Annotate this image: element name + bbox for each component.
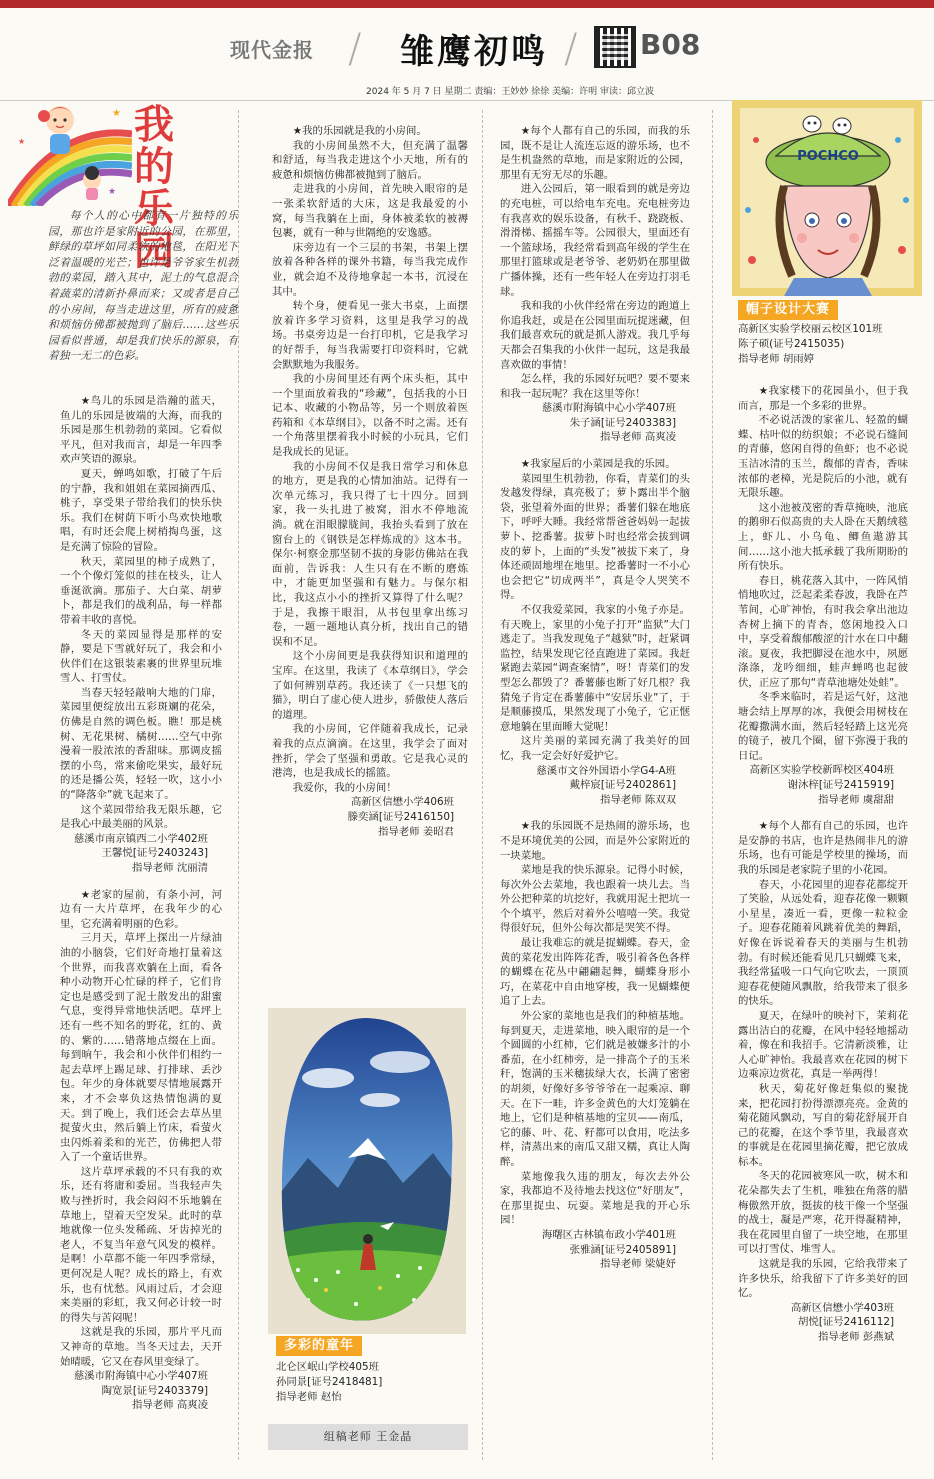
- newspaper-brand: 现代金报: [230, 38, 314, 62]
- article-paragraph: ★我家屋后的小菜园是我的乐园。: [520, 458, 676, 471]
- article-lawn: [60, 888, 222, 1413]
- author-name: 谢沐梓[证号2415919]: [787, 779, 894, 792]
- article-grandpa-farm: [500, 819, 690, 1271]
- article-paragraph: 我的小房间不仅是我日常学习和休息的地方，更是我的心情加油站。记得有一次单元练习，我只得了七十四分。回到家，我一头扎进了被窝，泪水不停地流淌。就在泪眼朦胧间，我抬头看到了放在窗台上的《钢铁是怎样炼成的》这本书。保尔·柯察金那坚韧不拔的身影仿佛站在我面前，告诉我：人生只有在不断的磨炼中，才能更加坚强和有魅力。与保尔相比，我这点小小的挫折又算得了什么呢？于是，我擦干眼泪，从书包里拿出练习卷，一题一题地认真分析，找出自己的错误和不足。: [272, 460, 468, 648]
- author-school: 高新区实验学校新晖校区404班: [749, 764, 894, 777]
- qr-code-icon: [594, 26, 636, 68]
- article-paragraph: 床旁边有一个三层的书架，书架上摆放着各种各样的课外书籍，每当我完成作业，就会迫不及待地拿起一本书，沉浸在其中。: [272, 241, 468, 298]
- article-paragraph: 这片美丽的菜园充满了我美好的回忆，我一定会好好爱护它。: [500, 735, 690, 762]
- article-flower-garden: [738, 819, 908, 1344]
- column-1: [60, 394, 222, 1425]
- dateline: 2024 年 5 月 7 日 星期二 责编：王妙妙 徐徐 美编：许明 审读：邱立波: [366, 87, 654, 97]
- author-school: 慈溪市附海镇中心小学407班: [541, 402, 676, 415]
- feature-title-line1: 我的: [134, 102, 176, 190]
- svg-text:★: ★: [18, 137, 26, 146]
- author-teacher: 指导老师 沈丽清: [131, 862, 208, 874]
- article-paragraph: 进入公园后，第一眼看到的就是旁边的充电桩，可以给电车充电。充电桩旁边有我喜欢的娱乐设备，有秋千、跷跷板、滑滑梯、摇摇车等。公园很大，里面还有一个篮球场，我经常看到高年级的学生在那里打篮球或是老爷爷、老奶奶在那里做广播体操，还有一些年轻人在旁边打羽毛球。: [500, 183, 690, 298]
- article-paragraph: 这就是我的乐园，它给我带来了许多快乐，给我留下了许多美好的回忆。: [738, 1258, 908, 1300]
- column-4: [738, 384, 908, 1357]
- hat-author: 陈子硕(证号2415035): [738, 338, 845, 350]
- article-park: [500, 124, 690, 445]
- svg-text:★: ★: [108, 187, 117, 197]
- page-number: B08: [640, 28, 701, 61]
- article-paragraph: 这个菜园带给我无限乐趣，它是我心中最美丽的风景。: [60, 803, 222, 831]
- article-paragraph: 最让我难忘的就是捉蝴蝶。春天，金黄的菜花发出阵阵花香，吸引着各色各样的蝴蝶在花丛中翩翩起舞，蝴蝶身形小巧，在菜花中自由地穿梭，我一见蝴蝶便追了上去。: [500, 937, 690, 1008]
- article-paragraph: 我的小房间里还有两个床头柜，其中一个里面放着我的“珍藏”，包括我的小日记本、收藏的小物品等，另一个则放着医药箱和《本草纲目》，以备不时之需。还有一个角落里摆着我小时候的小玩具，它们是我成长的见证。: [272, 373, 468, 459]
- article-paragraph: 不仅我爱菜园，我家的小兔子亦是。有天晚上，家里的小兔子打开“监狱”大门逃走了。当我发现兔子“越狱”时，赶紧调监控，结果发现它径直跑进了菜园。我赶紧跑去菜园“调查案情”，呀！青菜们的发型怎么都毁了？番薯藤也断了好几根？我猜兔子肯定在番薯藤中“安居乐业”了，于是顺藤摸瓜，果然发现了小兔子，它正惬意地躺在里面睡大觉呢！: [500, 604, 690, 733]
- article-paragraph: 这就是我的乐园，那片平凡而又神奇的草地。当冬天过去，天开始晴暖，它又在春风里变绿了。: [60, 1326, 222, 1368]
- author-name: 陶宽景[证号2403379]: [101, 1384, 208, 1397]
- article-paragraph: 夏天，在绿叶的映衬下，茉莉花露出洁白的花瓣，在风中轻轻地摇动着，像在和我招手。它清新淡雅，让人心旷神怡。我最喜欢在花园的树下边乘凉边赏花，真是一举两得！: [738, 1009, 908, 1081]
- article-paragraph: 春天，小花园里的迎春花都绽开了笑脸，从远处看，迎春花像一颗颗小星星，凑近一看，更像一粒粒金子。迎春花随着风跳着优美的舞蹈，好像在诉说着春天的美丽与生机勃勃。有时候还能看见几只蝴蝶飞来，我经常猛吸一口气向它吹去，一顶顶迎春花便随风飘散，给我带来了很多的快乐。: [738, 878, 908, 1008]
- author-school: 海曙区古林镇布政小学401班: [541, 1228, 676, 1241]
- hat-drawing-frame: [732, 100, 922, 296]
- article-paragraph: 菜园里生机勃勃，你看，青菜们的头发越发得绿，真亮极了；萝卜露出半个脑袋，张望着外面的世界；番薯们躲在地底下，呼呼大睡。我经常帮爸爸妈妈一起拔萝卜、挖番薯。拔萝卜时也经常会拔到调皮的萝卜，上面的“头发”被拔下来了，身体还顽固地埋在地里。挖番薯时一不小心也会把它“切成两半”，真是令人哭笑不得。: [500, 472, 690, 602]
- hat-text: POCHCO: [797, 149, 859, 164]
- author-teacher: 指导老师 高爽凌: [599, 431, 676, 444]
- author-name: 滕奕涵[证号2416150]: [347, 810, 454, 823]
- author-teacher: 指导老师 陈双双: [599, 793, 676, 806]
- article-paragraph: 这小池被茂密的香草掩映，池底的鹅卵石似高贵的夫人卧在天鹅绒毯上，虾儿、小乌龟、鲫鱼遨游其间……这小池大抵承载了我所期盼的所有快乐。: [738, 501, 908, 573]
- author-school: 慈溪市南京镇西二小学402班: [73, 832, 208, 845]
- article-paragraph: 冬季来临时，若是运气好，这池塘会结上厚厚的冰，我便会用树枝在花瓣撒满水面，然后轻轻踏上这光亮的镜子，被几个圈，留下弥漫于我的日记。: [738, 691, 908, 762]
- article-paragraph: ★老家的屋前，有条小河，河边有一大片草坪，在我年少的心里，它充满着明丽的色彩。: [60, 888, 222, 930]
- column-divider: [482, 110, 483, 1460]
- hat-school: 高新区实验学校丽云校区101班: [738, 323, 883, 335]
- article-backyard-garden: [500, 457, 690, 807]
- hat-teacher: 指导老师 胡雨婷: [738, 353, 815, 365]
- feature-intro-text: 每个人的心中都有一片独特的乐园，那也许是家附近的公园，在那里，鲜绿的草坪如同柔软的地毯，在阳光下泛着温暖的光芒；也许是爷爷家生机勃勃的菜园，踏入其中，泥土的气息混合着蔬菜的清新扑鼻而来；又或者是自己的小房间，每当走进这里，所有的疲惫和烦恼仿佛都被抛到了脑后……这些乐园看似普通，却是我们快乐的源泉，有着独一无二的色彩。: [48, 209, 238, 363]
- masthead-separator: /: [564, 26, 578, 72]
- article-my-room: [272, 124, 468, 839]
- editor-credit: 组稿老师 王金晶: [268, 1424, 468, 1450]
- author-teacher: 指导老师 彭燕斌: [817, 1331, 894, 1343]
- artwork-school: 北仑区岷山学校405班: [276, 1361, 379, 1373]
- feature-title-line2: 乐园: [134, 186, 176, 274]
- article-paragraph: 秋天，菜园里的柿子成熟了，一个个像灯笼似的挂在枝头，让人垂涎欲滴。那茄子、大白菜、胡萝卜，都是我们的战利品，每一样都带着丰收的喜悦。: [60, 555, 222, 626]
- painted-stone-image: [268, 1008, 466, 1334]
- article-paragraph: 菜地是我的快乐源泉。记得小时候，每次外公去菜地，我也跟着一块儿去。当外公把种菜的坑挖好，我就用泥土把坑一个个填平，然后对着外公嘻嘻一笑。我觉得很好玩，但外公每次都是哭笑不得。: [500, 864, 690, 935]
- author-name: 张雅涵[证号2405891]: [569, 1243, 676, 1256]
- artwork-teacher: 指导老师 赵怡: [276, 1391, 342, 1403]
- painted-stone-artwork-frame: [268, 1008, 466, 1334]
- author-school: 高新区信懋小学403班: [791, 1301, 894, 1314]
- article-paragraph: 我的小房间虽然不大，但充满了温馨和舒适，每当我走进这个小天地，所有的疲惫和烦恼仿佛都被抛到了脑后。: [272, 139, 468, 181]
- article-paragraph: ★鸟儿的乐园是浩瀚的蓝天，鱼儿的乐园是彼端的大海，而我的乐园是那生机勃勃的菜园。它看似平凡，但对我而言，却是一年四季欢声笑语的源泉。: [60, 395, 222, 466]
- article-paragraph: 菜地像我久违的朋友，每次去外公家，我都迫不及待地去找这位“好朋友”，在那里捉虫、玩耍。菜地是我的开心乐园！: [500, 1170, 690, 1227]
- rainbow-kids-illustration: [8, 94, 132, 206]
- article-paragraph: ★每个人都有自己的乐园，也许是安静的书店，也许是热闹非凡的游乐场，也有可能是学校里的操场，而我的乐园是老家院子里的小花园。: [738, 820, 908, 876]
- article-paragraph: ★我的乐园既不是热闹的游乐场，也不是环境优美的公园，而是外公家附近的一块菜地。: [500, 820, 690, 862]
- article-paragraph: ★我的乐园就是我的小房间。: [292, 125, 427, 137]
- author-name: 朱子涵[证号2403383]: [569, 416, 676, 429]
- hat-contest-label: 帽子设计大赛: [738, 300, 838, 320]
- article-paragraph: 三月天，草坪上探出一片绿油油的小脑袋，它们好奇地打量着这个世界，而我喜欢躺在上面，看各种小动物开心忙碌的样子，它们肯定也是感受到了泥土散发出的甜蜜气息，变得异常地快活吧。草坪上还有一些不知名的野花，红的、黄的、紫的……错落地点缀在上面。每到晌午，我会和小伙伴们相约一起去草坪上踢足球、打排球、丢沙包。年少的身体就要尽情地展露开来，才不会辜负这热情饱满的夏天。到了晚上，我们还会去草丛里捉萤火虫，然后躺上竹床，看萤火虫闪烁着柔和的光芒，仿佛把人带入了一个童话世界。: [60, 932, 222, 1164]
- article-paragraph: 这个小房间更是我获得知识和道理的宝库。在这里，我读了《本草纲目》，学会了如何辨别草药。我还读了《一只想飞的猫》，明白了虚心使人进步，骄傲使人落后的道理。: [272, 650, 468, 721]
- author-name: 胡悦[证号2416112]: [798, 1316, 894, 1329]
- article-paragraph: 当春天轻轻敲响大地的门扉，菜园里便绽放出五彩斑斓的花朵，仿佛是自然的调色板。瞧！那是桃树、无花果树、橘树……空气中弥漫着一股浓浓的香甜味。那调皮摇摆的小鸟，常来偷吃果实，最好玩的还是播公英，轻轻一吹，这小小的“降落伞”就飞起来了。: [60, 686, 222, 802]
- artwork-label: 多彩的童年: [276, 1336, 362, 1356]
- article-paragraph: 秋天，菊花好像赶集似的聚拢来，把花园打扮得漂漂亮亮。金黄的菊花随风飘动，写自的菊花舒展开自己的花瓣，在这个季节里，我最喜欢的事就是在花园里摘花瓣，把它放成标本。: [738, 1082, 908, 1168]
- article-paragraph: 怎么样，我的乐园好玩吧？要不要来和我一起玩呢？我在这里等你！: [500, 373, 690, 400]
- article-paragraph: 我爱你，我的小房间！: [292, 781, 397, 794]
- hat-drawing-image: [732, 100, 922, 296]
- section-title: 雏鹰初鸣: [400, 32, 548, 72]
- article-paragraph: 外公家的菜地也是我们的种植基地。每到夏天，走进菜地，映入眼帘的是一个个圆圆的小红柿，它们就是被嫌多汁的小番茄，在小红柿旁，是一排高个子的玉米秆，饱满的玉米穗拔绿大衣，长满了密密的胡须，好像好多爷爷爷在一起乘凉、聊天。在下一畦，许多金黄色的大灯笼躺在地上，它们是种植基地的宝贝——南瓜，它的藤、叶、花、籽都可以食用，吃法多样，清蒸出来的南瓜又甜又糯，真让人陶醉。: [500, 1010, 690, 1168]
- article-paragraph: 冬天的菜园显得是那样的安静，要是下雪就好玩了，我会和小伙伴们在这银装素裹的世界里玩堆雪人、打雪仗。: [60, 628, 222, 685]
- feature-intro: [48, 208, 238, 364]
- article-paragraph: 我和我的小伙伴经常在旁边的跑道上你追我赶，或是在公园里面玩捉迷藏，但我们最喜欢玩的就是抓人游戏。我几乎每天都会召集我的小伙伴一起玩，这是我最喜欢做的事情！: [500, 300, 690, 371]
- article-paragraph: 转个身，便看见一张大书桌，上面摆放着许多学习资料，这里是我学习的战场。书桌旁边是一台打印机，它是我学习的好帮手，每当我需要打印资料时，它就会默默地为我服务。: [272, 300, 468, 371]
- author-school: 慈溪市附海镇中心小学407班: [73, 1370, 208, 1383]
- article-paragraph: ★我家楼下的花园虽小，但于我而言，那是一个多彩的世界。: [738, 385, 908, 412]
- article-paragraph: ★每个人都有自己的乐园，而我的乐园，既不是让人流连忘返的游乐场，也不是生机盎然的草地，而是家附近的公园，那里有无穷无尽的乐趣。: [500, 125, 690, 181]
- article-paragraph: 不必说活泼的家雀儿、轻盈的蝴蝶、枯叶似的纺织娘；不必说石缝间的青藤，悠闲自得的鱼虾；也不必说玉洁冰清的玉兰，馥郁的青杏，香味浓郁的老樟，光是院后的小池，就有无限乐趣。: [738, 414, 908, 500]
- author-name: 王馨悦[证号2403243]: [101, 847, 208, 860]
- author-school: 慈溪市文谷外国语小学G4-A班: [536, 764, 676, 777]
- author-teacher: 指导老师 姜昭君: [377, 825, 454, 838]
- top-color-bar: [0, 0, 934, 8]
- column-divider: [238, 110, 239, 1460]
- article-paragraph: 冬天的花园被寒风一吹，树木和花朵都失去了生机，唯独在角落的腊梅傲然开放，挺拔的枝干像一个坚强的战士，凝是严寒，花开得凝精神，我在花园里自留了一块空地，在那里可以打雪仗、堆雪人。: [738, 1170, 908, 1256]
- article-paragraph: 走进我的小房间，首先映入眼帘的是一张柔软舒适的大床，这是我最爱的小窝，每当我躺在上面，身体被柔软的被褥包裹，就有一种与世隔绝的安逸感。: [272, 183, 468, 240]
- column-3: [500, 124, 690, 1284]
- masthead: [200, 20, 920, 76]
- artwork-author: 孙同景[证号2418481]: [276, 1376, 383, 1388]
- author-teacher: 指导老师 高爽凌: [131, 1399, 208, 1412]
- column-2: [272, 124, 468, 851]
- hat-caption: [738, 322, 883, 367]
- article-paragraph: 这片草坪承载的不只有我的欢乐，还有将庸和委屈。当我轻声失败与挫折时，我会闷闷不乐地躺在草地上，望着天空发呆。此时的草地就像一位头发稀疏、牙齿掉光的老人，不复当年意气风发的模样。是啊！小草都不能一年四季常绿，更何况是人呢？成长的路上，有欢乐，也有忧愁。风雨过后，才会迎来美丽的彩虹，我又何必计较一时的得失与苦闷呢！: [60, 1165, 222, 1324]
- svg-text:★: ★: [112, 108, 121, 119]
- author-teacher: 指导老师 梁婕妤: [599, 1258, 676, 1271]
- article-paragraph: 我的小房间，它伴随着我成长，记录着我的点点滴滴。在这里，我学会了面对挫折，学会了坚强和勇敢。它是我心灵的港湾，也是我成长的摇篮。: [272, 723, 468, 780]
- article-vegetable-garden: [60, 394, 222, 876]
- article-pond-garden: [738, 384, 908, 807]
- article-paragraph: 夏天，蝉鸣如歌，打破了午后的宁静，我和姐姐在菜园摘西瓜、桃子，享受果子带给我们的快乐快乐。我们在树荫下听小鸟欢快地歌唱，有时还会爬上树梢掏鸟蛋，这是充满了惊险的冒险。: [60, 467, 222, 553]
- article-paragraph: 春日，桃花落入其中，一阵风悄悄地吹过，泛起柔柔春波，我卧在芦苇间，心旷神怡，有时我会拿出池边杏树上摘下的青杏，悠闲地投入口中，享受着馥郁酸涩的汁水在口中翻滚。夏夜，我把脚浸在池水中，夙愿涤涤，龙吟细细，蛙声蝉鸣也起彼伏，正应了那句“青草池塘处处蛙”。: [738, 574, 908, 689]
- masthead-separator: /: [348, 26, 362, 72]
- author-teacher: 指导老师 虞甜甜: [817, 793, 894, 806]
- author-name: 戴梓宸[证号2402861]: [569, 779, 676, 792]
- column-divider: [712, 110, 713, 1460]
- author-school: 高新区信懋小学406班: [351, 796, 454, 809]
- artwork-caption: [276, 1360, 382, 1405]
